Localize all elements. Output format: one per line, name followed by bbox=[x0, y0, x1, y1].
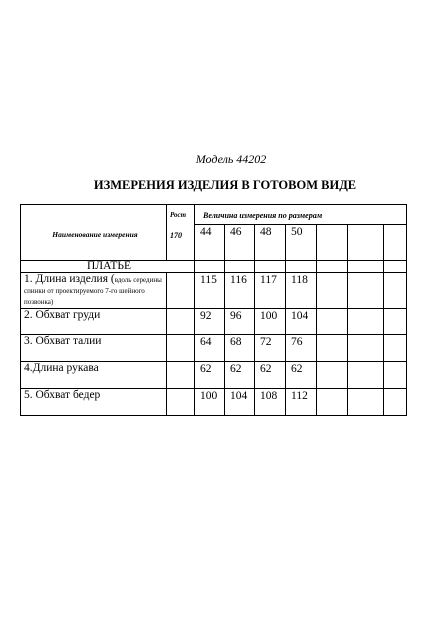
height-cell bbox=[167, 389, 195, 416]
measurements-table bbox=[20, 204, 407, 416]
value-cell: 117 bbox=[255, 273, 286, 309]
value-cell: 92 bbox=[195, 309, 225, 335]
header-row bbox=[21, 205, 407, 225]
table-row bbox=[21, 362, 407, 389]
value-cell: 62 bbox=[225, 362, 255, 389]
value-cell bbox=[317, 335, 348, 362]
table-row bbox=[21, 389, 407, 416]
measurement-label: 1. Длина изделия ( bbox=[24, 273, 115, 285]
measurement-name: 2. Обхват груди bbox=[21, 309, 167, 335]
size-cell bbox=[317, 225, 348, 261]
height-cell bbox=[167, 362, 195, 389]
measurement-name: 3. Обхват талии bbox=[21, 335, 167, 362]
value-cell: 115 bbox=[195, 273, 225, 309]
value-cell bbox=[384, 273, 407, 309]
value-cell bbox=[348, 389, 384, 416]
model-number: Модель 44202 bbox=[195, 152, 267, 166]
value-cell: 116 bbox=[225, 273, 255, 309]
value-cell bbox=[317, 273, 348, 309]
value-cell: 100 bbox=[195, 389, 225, 416]
value-cell: 68 bbox=[225, 335, 255, 362]
value-cell: 62 bbox=[255, 362, 286, 389]
value-cell bbox=[348, 273, 384, 309]
value-cell: 118 bbox=[286, 273, 317, 309]
size-cell: 44 bbox=[195, 225, 225, 261]
size-cell bbox=[348, 225, 384, 261]
size-cell: 50 bbox=[286, 225, 317, 261]
value-cell: 104 bbox=[286, 309, 317, 335]
value-cell: 62 bbox=[286, 362, 317, 389]
value-cell: 64 bbox=[195, 335, 225, 362]
value-cell bbox=[384, 335, 407, 362]
value-cell bbox=[348, 335, 384, 362]
value-cell bbox=[317, 362, 348, 389]
value-cell: 62 bbox=[195, 362, 225, 389]
section-title: ПЛАТЬЕ bbox=[21, 261, 195, 273]
value-cell bbox=[348, 362, 384, 389]
size-cell: 48 bbox=[255, 225, 286, 261]
value-cell bbox=[348, 309, 384, 335]
measurement-note: вдоль середины спинки от проектируемого 7-го шейного позвонка) bbox=[24, 276, 162, 306]
height-cell bbox=[167, 335, 195, 362]
document-title: ИЗМЕРЕНИЯ ИЗДЕЛИЯ В ГОТОВОМ ВИДЕ bbox=[93, 178, 357, 192]
value-cell bbox=[384, 309, 407, 335]
measurement-name bbox=[21, 273, 167, 309]
value-cell bbox=[317, 309, 348, 335]
height-cell bbox=[167, 309, 195, 335]
value-cell: 100 bbox=[255, 309, 286, 335]
value-cell: 72 bbox=[255, 335, 286, 362]
measurement-name: 5. Обхват бедер bbox=[21, 389, 167, 416]
table-row bbox=[21, 309, 407, 335]
section-row bbox=[21, 261, 407, 273]
size-cell: 46 bbox=[225, 225, 255, 261]
height-label: Рост bbox=[170, 211, 187, 219]
size-cell bbox=[384, 225, 407, 261]
value-cell bbox=[384, 362, 407, 389]
table-row bbox=[21, 335, 407, 362]
value-cell: 112 bbox=[286, 389, 317, 416]
column-header-name: Наименование измерения bbox=[21, 205, 167, 261]
value-cell: 96 bbox=[225, 309, 255, 335]
column-header-height bbox=[167, 205, 195, 261]
column-header-sizes: Величина измерения по размерам bbox=[195, 205, 407, 225]
measurement-name: 4.Длина рукава bbox=[21, 362, 167, 389]
height-value: 170 bbox=[170, 231, 182, 240]
height-cell bbox=[167, 273, 195, 309]
value-cell bbox=[384, 389, 407, 416]
table-row bbox=[21, 273, 407, 309]
value-cell: 104 bbox=[225, 389, 255, 416]
value-cell: 108 bbox=[255, 389, 286, 416]
value-cell bbox=[317, 389, 348, 416]
value-cell: 76 bbox=[286, 335, 317, 362]
